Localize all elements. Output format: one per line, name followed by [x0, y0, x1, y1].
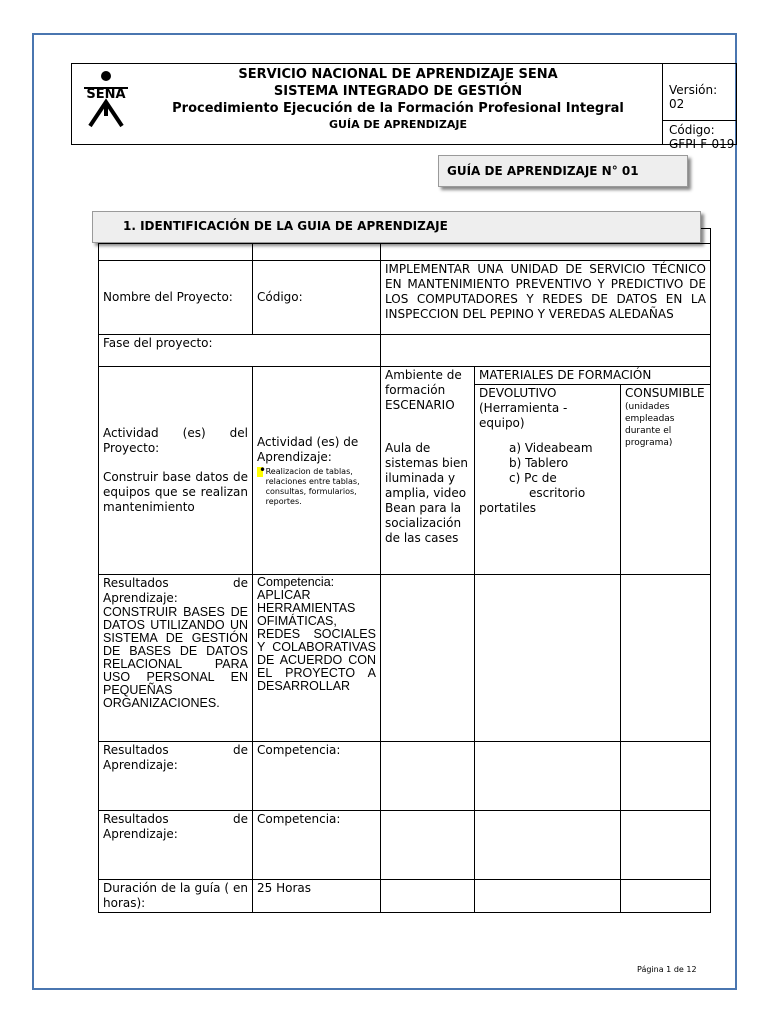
identification-table [98, 243, 711, 913]
empty-cell [99, 244, 253, 261]
activity-learning-value: Realizacion de tablas, relaciones entre tablas, consultas, formularios, reportes. [265, 466, 360, 506]
activity-project-cell [99, 367, 253, 575]
list-item: b) Tablero [509, 456, 569, 470]
empty-cell [381, 575, 475, 742]
empty-cell [475, 742, 621, 811]
empty-cell [381, 880, 475, 913]
empty-cell [621, 742, 711, 811]
results-label: Resultados de Aprendizaje: [103, 743, 248, 772]
header-line-2: SISTEMA INTEGRADO DE GESTIÓN [273, 84, 523, 99]
empty-cell [621, 575, 711, 742]
devolutivo-sub: (Herramienta - equipo) [479, 401, 568, 430]
competence-label: Competencia: [257, 575, 335, 589]
devolutivo-tail: portatiles [479, 501, 536, 515]
empty-cell [475, 575, 621, 742]
list-item: a) Videabeam [509, 441, 593, 455]
table-row [99, 811, 711, 880]
environment-value: Aula de sistemas bien iluminada y amplia, video Bean para la socialización de las cases [385, 441, 468, 545]
materials-label: MATERIALES DE FORMACIÓN [475, 367, 711, 385]
empty-cell [381, 742, 475, 811]
table-row [99, 335, 711, 367]
header-line-1: SERVICIO NACIONAL DE APRENDIZAJE SENA [238, 67, 558, 82]
table-row [99, 742, 711, 811]
list-item: escritorio [529, 486, 586, 500]
version-label: Versión: 02 [669, 83, 718, 111]
consumible-label: CONSUMIBLE [625, 386, 705, 400]
bullet-icon [257, 467, 263, 477]
devolutivo-label: DEVOLUTIVO [479, 386, 557, 400]
results-cell [99, 811, 253, 880]
empty-cell [381, 244, 711, 261]
environment-label: Ambiente de formación ESCENARIO [385, 368, 462, 412]
header-line-4: GUÍA DE APRENDIZAJE [329, 118, 467, 131]
table-row [99, 261, 711, 335]
header-divider [662, 120, 736, 121]
header-divider [662, 64, 663, 144]
project-name-value: IMPLEMENTAR UNA UNIDAD DE SERVICIO TÉCNICO EN MANTENIMIENTO PREVENTIVO Y PREDICTIVO DE LOS COMPUTADORES Y REDES DE DATOS EN LA INSPECCION DEL PEPINO Y VEREDAS ALEDAÑAS [381, 261, 711, 335]
table-row [99, 367, 711, 385]
section-title: 1. IDENTIFICACIÓN DE LA GUIA DE APRENDIZAJE [92, 211, 701, 243]
empty-cell [475, 811, 621, 880]
project-name-label: Nombre del Proyecto: [99, 261, 253, 335]
header-line-3: Procedimiento Ejecución de la Formación Profesional Integral [172, 101, 624, 116]
results-label: Resultados de Aprendizaje: [103, 812, 248, 841]
list-item: c) Pc de [509, 471, 557, 485]
competence-value: APLICAR HERRAMIENTAS OFIMÁTICAS, REDES SOCIALES Y COLABORATIVAS DE ACUERDO CON EL PROYECTO A DESARROLLAR [257, 588, 376, 693]
phase-value [381, 335, 711, 367]
activity-learning-label: Actividad (es) de Aprendizaje: [257, 434, 359, 464]
competence-label: Competencia: [253, 742, 381, 811]
devolutivo-cell [475, 385, 621, 575]
competence-cell [253, 575, 381, 742]
sena-logo [78, 68, 134, 128]
results-cell [99, 575, 253, 742]
results-cell [99, 742, 253, 811]
consumible-sub: (unidades empleadas durante el programa) [625, 402, 675, 448]
table-row [99, 880, 711, 913]
empty-cell [475, 880, 621, 913]
duration-label: Duración de la guía ( en horas): [99, 880, 253, 913]
activity-learning-cell [253, 367, 381, 575]
duration-value: 25 Horas [253, 880, 381, 913]
empty-cell [381, 811, 475, 880]
environment-cell [381, 367, 475, 575]
table-row [99, 575, 711, 742]
phase-label: Fase del proyecto: [99, 335, 381, 367]
svg-text:SENA: SENA [86, 87, 126, 102]
page-number: Página 1 de 12 [637, 965, 697, 974]
guide-number-title: GUÍA DE APRENDIZAJE N° 01 [438, 155, 688, 187]
table-row [99, 244, 711, 261]
competence-label: Competencia: [253, 811, 381, 880]
document-header [71, 63, 737, 151]
activity-project-value: Construir base datos de equipos que se realizan mantenimiento [103, 470, 248, 514]
code-label: Código: GFPI-F-019 [669, 123, 735, 151]
header-titles [138, 66, 658, 132]
results-label: Resultados de Aprendizaje: [103, 576, 248, 605]
results-value: CONSTRUIR BASES DE DATOS UTILIZANDO UN SISTEMA DE GESTIÓN DE BASES DE DATOS RELACIONAL PARA USO PERSONAL EN PEQUEÑAS ORGANIZACIONES. [103, 605, 248, 710]
empty-cell [253, 244, 381, 261]
code-field-label: Código: [253, 261, 381, 335]
empty-cell [621, 811, 711, 880]
activity-project-label: Actividad (es) del Proyecto: [103, 426, 248, 455]
consumible-cell [621, 385, 711, 575]
empty-cell [621, 880, 711, 913]
